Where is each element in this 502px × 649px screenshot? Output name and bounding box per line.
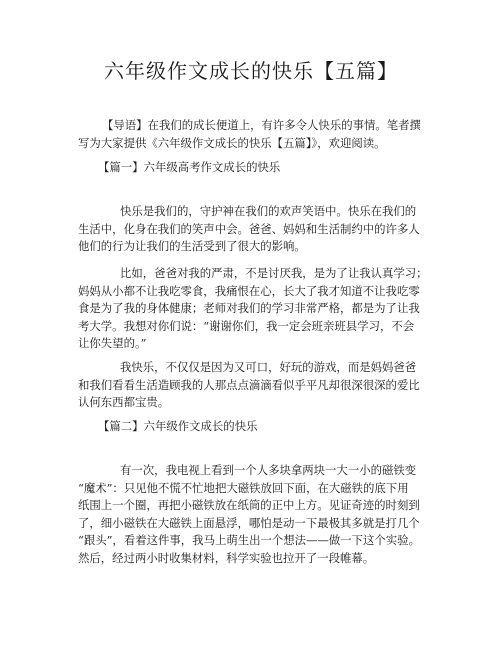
page-title: 六年级作文成长的快乐【五篇】 bbox=[104, 59, 398, 83]
paragraph bbox=[78, 265, 428, 353]
guide-paragraph bbox=[78, 117, 421, 152]
section-heading-text: 【篇二】六年级作文成长的快乐 bbox=[98, 419, 258, 433]
text-line: 纸围上一个圈，再把小磁铁放在纸筒的正中上方。见证奇迹的时刻到 bbox=[78, 498, 420, 513]
text-line: 生活中，化身在我们的笑声中会。爸爸、妈妈和生活制约中的许多人 bbox=[78, 221, 420, 236]
text-line: 我快乐，不仅仅是因为又可口，好玩的游戏，而是妈妈爸爸 bbox=[120, 360, 417, 374]
text-line: 食是为了我的身体健康；老师对我们的学习非常严格，都是为了让我 bbox=[78, 301, 420, 316]
text-line: 有一次，我电视上看到一个人多块拿两块一大一小的磁铁变 bbox=[120, 463, 417, 477]
text-line: 然后，经过两小时收集材料，科学实验也拉开了一段帷幕。 bbox=[78, 550, 375, 565]
paragraph bbox=[78, 462, 420, 568]
text-line: “跟头”，看着这件事，我马上萌生出一个想法——做一下这个实验。 bbox=[78, 533, 420, 548]
paragraph bbox=[78, 203, 420, 256]
section-heading-1 bbox=[98, 159, 280, 177]
text-line: 快乐是我们的，守护神在我们的欢声笑语中。快乐在我们的 bbox=[120, 204, 417, 218]
text-line: “魔术”：只见他不慌不忙地把大磁铁放回下面，在大磁铁的底下用 bbox=[78, 480, 409, 495]
text-line: 考大学。我想对你们说：“谢谢你们，我一定会班亲班县学习，不会 bbox=[78, 318, 415, 333]
text-line: 他们的行为让我们的生活受到了很大的影响。 bbox=[78, 239, 306, 254]
text-line: 认何东西都宝贵。 bbox=[78, 395, 170, 410]
text-line: 妈妈从小都不让我吃零食，我痛恨在心，长大了我才知道不让我吃零 bbox=[78, 283, 420, 298]
text-line: 让你失望的。” bbox=[78, 336, 147, 351]
text-line: 了，细小磁铁在大磁铁上面悬浮，哪怕是动一下最极其多就是打几个 bbox=[78, 515, 420, 530]
text-line: 和我们看看生活造顾我的人那点点滴滴看似乎平凡却很深很深的爱比 bbox=[78, 377, 420, 392]
text-line: 【导语】在我们的成长便道上，有许多令人快乐的事情。笔者撰 bbox=[102, 118, 421, 132]
text-line: 写为大家提供《六年级作文成长的快乐【五篇】》，欢迎阅读。 bbox=[78, 135, 386, 150]
section-heading-text: 【篇一】六年级高考作文成长的快乐 bbox=[98, 160, 281, 174]
text-line: 比如，爸爸对我的严肃，不是讨厌我，是为了让我认真学习； bbox=[120, 266, 428, 280]
section-heading-2 bbox=[98, 418, 257, 436]
paragraph bbox=[78, 359, 420, 412]
